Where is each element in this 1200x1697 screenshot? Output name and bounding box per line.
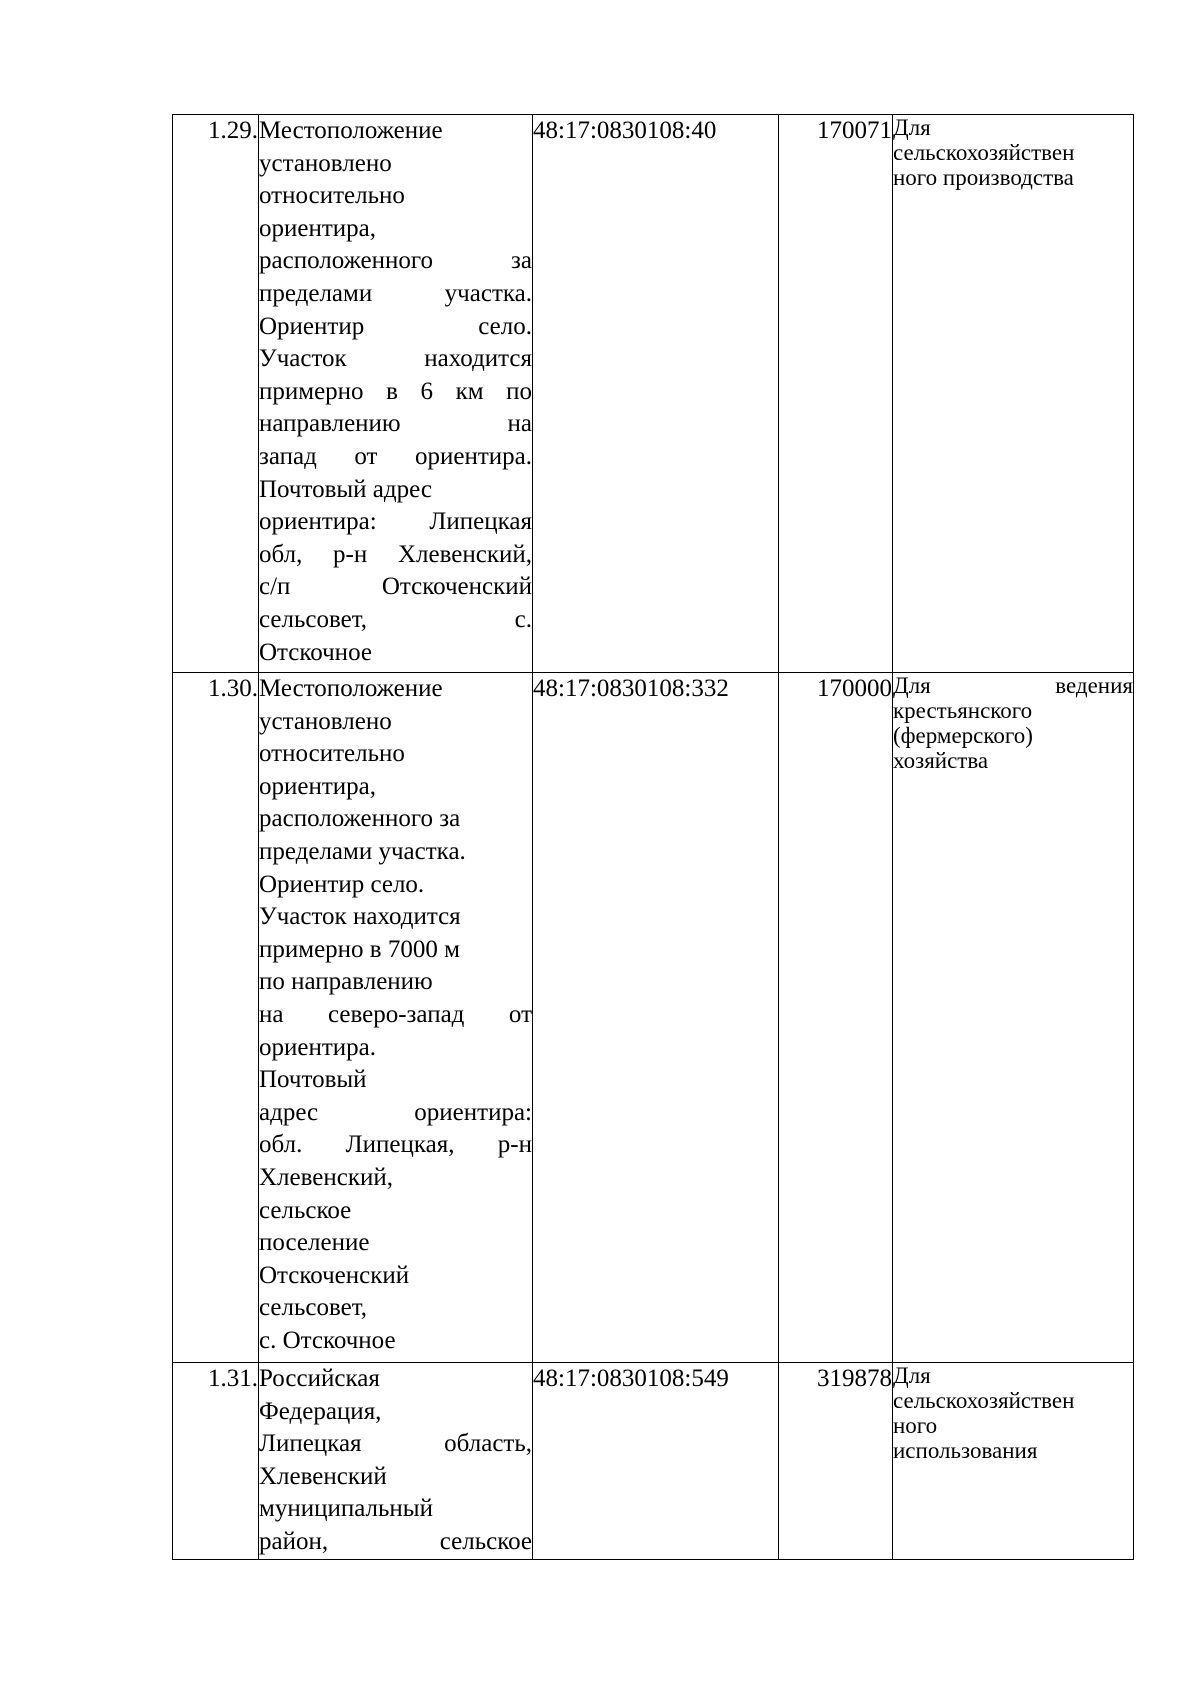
table-row	[173, 115, 1134, 673]
text-line: Федерация,	[259, 1397, 382, 1425]
text-line: сельскохозяйствен	[893, 1388, 1075, 1413]
permitted-use-cell	[893, 1363, 1134, 1560]
text-line: хозяйства	[893, 748, 989, 773]
text-line: на северо-запад от	[259, 1000, 532, 1028]
text-line: Хлевенский,	[259, 1163, 394, 1191]
text-line: ориентира.	[259, 1033, 377, 1061]
row-number: 1.31.	[173, 1363, 259, 1560]
permitted-use-cell	[893, 115, 1134, 673]
text-line: ориентира: Липецкая	[259, 508, 532, 536]
location-cell	[259, 115, 533, 673]
text-line: Хлевенский	[259, 1462, 387, 1490]
text-line: Ориентир село.	[259, 870, 425, 898]
text-line: установлено	[259, 707, 392, 735]
text-line: Местоположение	[259, 117, 443, 144]
text-line: обл. Липецкая, р-н	[259, 1131, 532, 1159]
text-line: обл, р-н Хлевенский,	[259, 540, 532, 568]
text-line: Ориентир село.	[259, 312, 532, 340]
permitted-use-cell	[893, 673, 1134, 1363]
text-line: направлению на	[259, 410, 532, 438]
text-line: пределами участка.	[259, 279, 532, 307]
text-line: Местоположение	[259, 675, 443, 702]
text-line: Для	[893, 115, 931, 140]
text-line: примерно в 7000 м	[259, 935, 460, 963]
text-line: запад от ориентира.	[259, 442, 532, 470]
text-line: пределами участка.	[259, 837, 466, 865]
text-line: Участок находится	[259, 903, 461, 931]
text-line: Участок находится	[259, 345, 532, 373]
text-line: ориентира,	[259, 214, 377, 242]
text-line: Отскоченский	[259, 1261, 410, 1289]
location-cell	[259, 673, 533, 1363]
text-line: по направлению	[259, 968, 433, 996]
text-line: сельскохозяйствен	[893, 140, 1075, 165]
cadastral-number: 48:17:0830108:332	[533, 673, 779, 1363]
text-line: Для	[893, 1363, 931, 1388]
text-line: ного производства	[893, 165, 1074, 190]
plot-area: 170000	[779, 673, 893, 1363]
row-number: 1.29.	[173, 115, 259, 673]
text-line: Российская	[259, 1365, 380, 1392]
row-number: 1.30.	[173, 673, 259, 1363]
text-line: сельсовет, с.	[259, 605, 532, 633]
text-line: сельское	[259, 1196, 352, 1224]
plot-area: 170071	[779, 115, 893, 673]
text-line: поселение	[259, 1229, 370, 1257]
cadastral-number: 48:17:0830108:40	[533, 115, 779, 673]
text-line: крестьянского	[893, 698, 1033, 723]
text-line: адрес ориентира:	[259, 1098, 532, 1126]
text-line: ориентира,	[259, 772, 377, 800]
text-line: с/п Отскоченский	[259, 573, 532, 601]
text-line: (фермерского)	[893, 723, 1033, 748]
text-line: установлено	[259, 149, 392, 177]
text-line: ного	[893, 1413, 938, 1438]
text-line: использования	[893, 1438, 1038, 1463]
text-line: район, сельское	[259, 1527, 532, 1555]
text-line: с. Отскочное	[259, 1326, 396, 1354]
cadastral-number: 48:17:0830108:549	[533, 1363, 779, 1560]
location-cell	[259, 1363, 533, 1560]
text-line: относительно	[259, 740, 405, 768]
table-row	[173, 1363, 1134, 1560]
text-line: Отскочное	[259, 638, 372, 666]
text-line: Липецкая область,	[259, 1430, 532, 1458]
text-line: примерно в 6 км по	[259, 377, 532, 405]
text-line: относительно	[259, 182, 405, 210]
text-line: Почтовый	[259, 1066, 367, 1094]
text-line: Для ведения	[893, 673, 1133, 698]
plot-area: 319878	[779, 1363, 893, 1560]
text-line: Почтовый адрес	[259, 475, 432, 503]
text-line: расположенного за	[259, 805, 461, 833]
text-line: сельсовет,	[259, 1294, 368, 1322]
land-plots-table	[172, 114, 1134, 1560]
text-line: расположенного за	[259, 247, 532, 275]
text-line: муниципальный	[259, 1495, 433, 1523]
table-row	[173, 673, 1134, 1363]
